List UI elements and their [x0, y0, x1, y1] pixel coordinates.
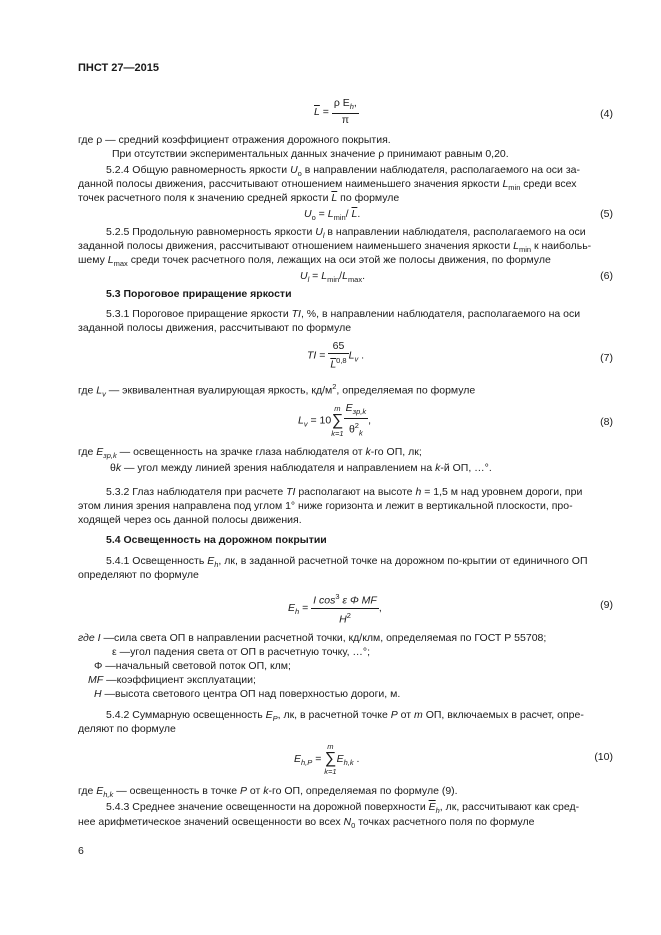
paragraph-rho-definition: где ρ — средний коэффициент отражения дорожного покрытия.	[78, 134, 391, 146]
page-number: 6	[78, 845, 84, 857]
paragraph-theta-definition: θk — угол между линией зрения наблюдателя и направлением на k-й ОП, …°.	[110, 462, 492, 474]
definition-I: где I —сила света ОП в направлении расчетной точки, кд/клм, определяемая по ГОСТ Р 55708;	[78, 632, 547, 644]
equation-5: $U_o = L_{min}/$ $\overline{L}$.	[304, 208, 361, 223]
equation-number-6: (6)	[600, 270, 613, 282]
equation-8: $L_v = 10$ m ∑ k=1 $\frac{E_{зр,k}}{\theta^2_k}$ ,	[298, 402, 371, 438]
section-heading-5-3: 5.3 Пороговое приращение яркости	[106, 288, 292, 300]
paragraph-5-4-2-line1: 5.4.2 Суммарную освещенность $E_P$, лк, в расчетной точке P от m ОП, включаемых в расчет, опре-	[106, 709, 584, 724]
paragraph-5-2-5-line1: 5.2.5 Продольную равномерность яркости $U_l$ в направлении наблюдателя, располагаемого на оси	[106, 226, 586, 241]
equation-9: $E_h$ = $\frac{I \cos^3 \varepsilon \Phi MF}{H^2}$ ,	[288, 592, 382, 625]
paragraph-5-3-2-line1: 5.3.2 Глаз наблюдателя при расчете TI располагают на высоте h = 1,5 м над уровнем дороги, при	[106, 486, 583, 498]
equation-number-5: (5)	[600, 208, 613, 220]
equation-10: $E_{h,P}$ = m ∑ k=1 $E_{h,k}$ .	[294, 742, 360, 776]
definition-epsilon: ε —угол падения света от ОП в расчетную точку, …°;	[112, 646, 371, 658]
paragraph-5-4-3-line1: 5.4.3 Среднее значение освещенности на дорожной поверхности $\overline{E}_h$, лк, рассчитывают как сред-	[106, 801, 580, 816]
equation-number-8: (8)	[600, 416, 613, 428]
paragraph-5-3-1-line2: заданной полосы движения, рассчитывают по формуле	[78, 322, 352, 334]
equation-number-9: (9)	[600, 599, 613, 611]
equation-7: TI = $\frac{65}{\overline{L}^{0,8}}$ $L_v$ .	[307, 340, 365, 371]
paragraph-5-2-5-line3: шему $L_{max}$ среди точек расчетного поля, лежащих на оси этой же полосы движения, по формуле	[78, 254, 551, 269]
paragraph-5-2-5-line2: заданной полосы движения, рассчитывают отношением наименьшего значения яркости $L_{min}$ к наибольь-	[78, 240, 592, 255]
paragraph-ehk-definition: где $E_{h,k}$ — освещенность в точке P от k-го ОП, определяемая по формуле (9).	[78, 785, 458, 800]
paragraph-5-3-1-line1: 5.3.1 Пороговое приращение яркости TI, %, в направлении наблюдателя, располагаемого на оси	[106, 308, 581, 320]
paragraph-5-4-2-line2: деляют по формуле	[78, 723, 176, 735]
equation-number-4: (4)	[600, 108, 613, 120]
equation-6: $U_l = L_{min}/L_{max}$.	[300, 270, 366, 285]
paragraph-5-3-2-line3: ходящей через ось данной полосы движения.	[78, 514, 302, 526]
page-header-title: ПНСТ 27—2015	[78, 62, 160, 74]
section-heading-5-4: 5.4 Освещенность на дорожном покрытии	[106, 534, 327, 546]
equation-4: $\overline{L}$ = $\frac{\rho E_h,}{\pi}$	[314, 97, 357, 127]
definition-phi: Φ —начальный световой поток ОП, клм;	[94, 660, 291, 672]
paragraph-5-2-4-line1: 5.2.4 Общую равномерность яркости $U_o$ в направлении наблюдателя, располагаемого на оси за-	[106, 164, 580, 179]
paragraph-5-2-4-line3: точек расчетного поля к значению средней яркости $\overline{L}$ по формуле	[78, 192, 400, 204]
definition-MF: MF —коэффициент эксплуатации;	[88, 674, 256, 686]
definition-H: H —высота светового центра ОП над поверхностью дороги, м.	[94, 688, 401, 700]
paragraph-5-4-1-line2: определяют по формуле	[78, 569, 199, 581]
paragraph-5-2-4-line2: данной полосы движения, рассчитывают отношением наименьшего значения яркости $L_{min}$ среди всех	[78, 178, 577, 193]
paragraph-5-4-1-line1: 5.4.1 Освещенность $E_h$, лк, в заданной расчетной точке на дорожном по-крытии от единичного ОП	[106, 555, 588, 570]
paragraph-5-4-3-line2: нее арифметическое значений освещенности во всех $N_0$ точках расчетного поля по формуле	[78, 816, 535, 831]
paragraph-lv-definition: где $L_v$ — эквивалентная вуалирующая яркость, $кд/м^2$, определяемая по формуле	[78, 382, 476, 399]
equation-number-10: (10)	[594, 751, 613, 763]
paragraph-5-3-2-line2: этом линия зрения направлена под углом 1° ниже горизонта и лежит в вертикальной плоскости, про-	[78, 500, 573, 512]
paragraph-ezr-definition: где $E_{зр,k}$ — освещенность на зрачке глаза наблюдателя от k-го ОП, лк;	[78, 446, 422, 461]
equation-number-7: (7)	[600, 352, 613, 364]
paragraph-rho-default: При отсутствии экспериментальных данных значение ρ принимают равным 0,20.	[112, 148, 509, 160]
